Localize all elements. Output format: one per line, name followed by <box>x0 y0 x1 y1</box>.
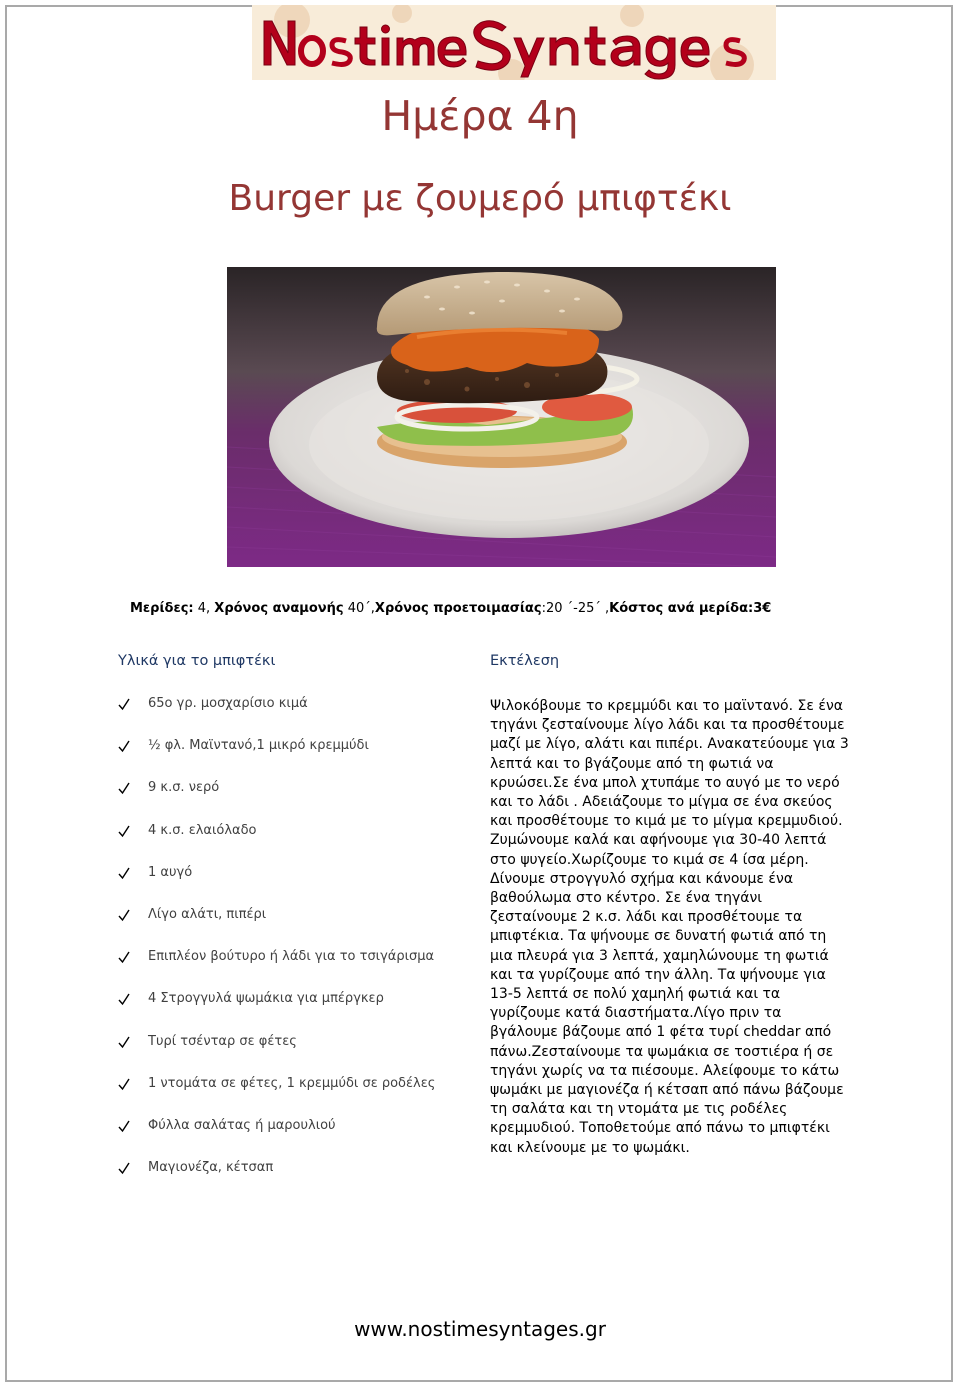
checkmark-icon <box>118 697 130 711</box>
ingredient-text: 1 αυγό <box>148 864 193 880</box>
servings-label: Μερίδες: <box>130 601 194 616</box>
checkmark-icon <box>118 950 130 964</box>
checkmark-icon <box>118 1077 130 1091</box>
ingredient-item <box>118 946 478 988</box>
ingredient-text: Επιπλέον βούτυρο ή λάδι για το τσιγάρισμα <box>148 949 435 965</box>
ingredient-item <box>118 862 478 904</box>
checkmark-icon <box>118 781 130 795</box>
ingredient-text: 4 κ.σ. ελαιόλαδο <box>148 822 257 838</box>
ingredient-text: 4 Στρογγυλά ψωμάκια για μπέργκερ <box>148 991 384 1007</box>
prep-time-value: :20 ΄-25΄ , <box>541 601 610 616</box>
ingredient-text: 65ο γρ. μοσχαρίσιο κιμά <box>148 696 308 711</box>
method-text: Ψιλοκόβουμε το κρεμμύδι και το μαϊντανό. Σε ένα τηγάνι ζεσταίνουμε λίγο λάδι και τα προσθέτουμε μαζί με λίγο, αλάτι και πιπέρι. Ανακατεύουμε για 3 λεπτά και το βγάζουμε από τη φωτιά να κρυώσει.Σε ένα μπολ χτυπάμε το αυγό με το νερό και το λάδι . Αδειάζουμε το μίγμα σε ένα σκεύος και προσθέτουμε το κιμά με το μίγμα κρεμμυδιού. Ζυμώνουμε καλά και αφήνουμε για 30-40 λεπτά στο ψυγείο.Χωρίζουμε το κιμά σε 4 ίσα μέρη. Δίνουμε στρογγυλό σχήμα και κάνουμε ένα βαθούλωμα στο κέντρο. Σε ένα τηγάνι ζεσταίνουμε 2 κ.σ. λάδι και προσθέτουμε τα μπιφτέκια. Τα ψήνουμε σε δυνατή φωτιά από τη μια πλευρά για 3 λεπτά, χαμηλώνουμε τη φωτιά και τα γυρίζουμε από την άλλη. Τα ψήνουμε για 13-5 λεπτά σε πολύ χαμηλή φωτιά και τα γυρίζουμε κατά διαστήματα.Λίγο πριν τα βγάλουμε βάζουμε από 1 φέτα τυρί cheddar από πάνω.Ζεσταίνουμε τα ψωμάκια σε τοστιέρα ή σε τηγάνι χωρίς να τα πιέσουμε. Αλείφουμε το κάτω ψωμάκι με μαγιονέζα ή κέτσαπ από πάνω βάζουμε τη σαλάτα και τη ντομάτα με τις ροδέλες κρεμμυδιού. Τοποθετούμε από πάνω το μπιφτέκι και κλείνουμε με το ψωμάκι. <box>490 698 849 1156</box>
ingredient-item <box>118 1157 478 1199</box>
cost-value: :3€ <box>748 601 772 616</box>
ingredient-item <box>118 904 478 946</box>
ingredient-item <box>118 988 478 1030</box>
rest-time-value: 40΄, <box>343 601 375 616</box>
servings-value: 4, <box>193 601 215 616</box>
ingredient-item <box>118 1073 478 1115</box>
rest-time-label: Χρόνος αναμονής <box>214 601 344 616</box>
burger-photo <box>227 267 776 567</box>
ingredient-item <box>118 777 478 819</box>
checkmark-icon <box>118 1119 130 1133</box>
ingredient-text: ½ φλ. Μαϊντανό,1 μικρό κρεμμύδι <box>148 738 369 754</box>
ingredient-item <box>118 1115 478 1157</box>
ingredient-item <box>118 735 478 777</box>
ingredients-list <box>118 693 478 1199</box>
checkmark-icon <box>118 992 130 1006</box>
ingredient-text: 1 ντομάτα σε φέτες, 1 κρεμμύδι σε ροδέλες <box>148 1075 436 1091</box>
ingredient-text: Μαγιονέζα, κέτσαπ <box>148 1160 274 1176</box>
ingredient-text: Φύλλα σαλάτας ή μαρουλιού <box>148 1117 336 1133</box>
dish-title: Burger με ζουμερό μπιφτέκι <box>228 178 732 219</box>
ingredient-text: Λίγο αλάτι, πιπέρι <box>148 906 267 922</box>
ingredients-heading: Υλικά για το μπιφτέκι <box>118 653 276 669</box>
cost-label: Κόστος ανά μερίδα <box>609 601 749 616</box>
ingredient-text: 9 κ.σ. νερό <box>148 780 220 796</box>
checkmark-icon <box>118 866 130 880</box>
ingredient-text: Τυρί τσένταρ σε φέτες <box>148 1033 297 1049</box>
ingredient-item <box>118 693 478 735</box>
prep-time-label: Χρόνος προετοιμασίας <box>374 601 542 616</box>
recipe-meta <box>130 601 910 616</box>
method-heading: Εκτέλεση <box>490 653 560 669</box>
day-title: Ημέρα 4η <box>381 92 579 140</box>
checkmark-icon <box>118 908 130 922</box>
checkmark-icon <box>118 1161 130 1175</box>
checkmark-icon <box>118 739 130 753</box>
checkmark-icon <box>118 824 130 838</box>
footer-url[interactable]: www.nostimesyntages.gr <box>354 1317 606 1341</box>
checkmark-icon <box>118 1035 130 1049</box>
ingredient-item <box>118 820 478 862</box>
ingredient-item <box>118 1031 478 1073</box>
site-logo[interactable] <box>252 5 776 80</box>
